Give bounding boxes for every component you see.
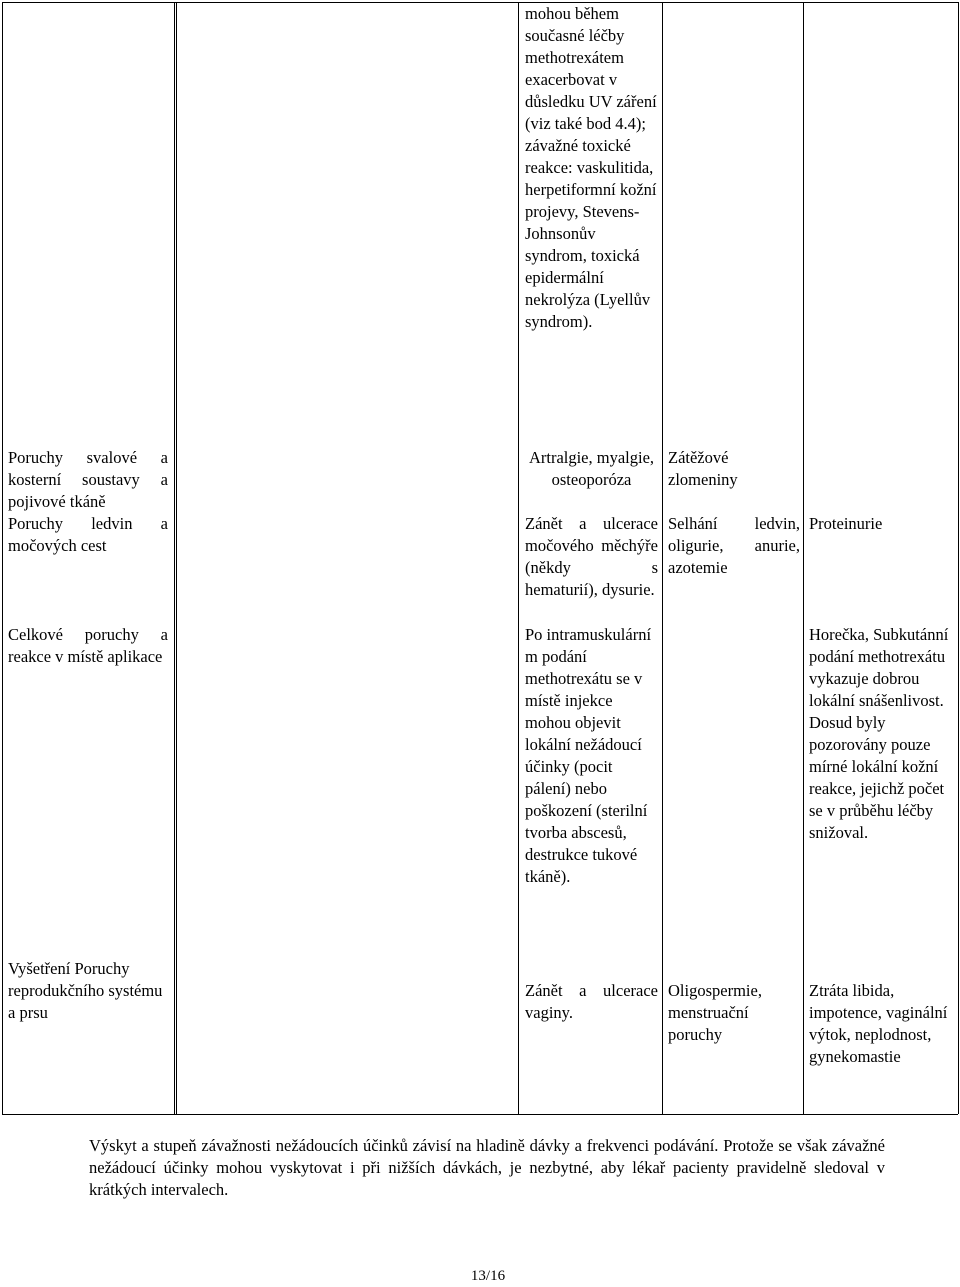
column-divider <box>174 2 175 1114</box>
column-divider <box>518 2 519 1114</box>
renal-common: Selhání ledvin, oligurie, anurie, azotemie <box>668 514 800 577</box>
table-border-bottom <box>2 1114 958 1115</box>
renal-unknown: Proteinurie <box>809 514 883 533</box>
reproductive-very-common: Zánět a ulcerace vaginy. <box>525 981 658 1022</box>
organ-class-general: Celkové poruchy a reakce v místě aplikace <box>8 625 168 666</box>
table-border-left <box>2 2 3 1114</box>
organ-class-reproductive: Vyšetření Poruchy reprodukčního systému a prsu <box>8 959 163 1022</box>
musculoskeletal-very-common: Artralgie, myalgie, osteoporóza <box>528 448 655 489</box>
table-border-right <box>958 2 959 1114</box>
continued-skin-effects-text: mohou během současné léčby methotrexátem exacerbovat v důsledku UV záření (viz také bod 4.4); závažné toxické reakce: vaskulitida, herpetiformní kožní projevy, Stevens-Johnsonův syndrom, toxická epidermální nekrolýza (Lyellův syndrom). <box>525 4 657 331</box>
table-border-top <box>2 2 958 3</box>
general-unknown: Horečka, Subkutánní podání methotrexátu vykazuje dobrou lokální snášenlivost. Dosud byly pozorovány pouze mírné lokální kožní reakce, jejichž počet se v průběhu léčby snižoval. <box>809 625 949 842</box>
musculoskeletal-common: Zátěžové zlomeniny <box>668 448 738 489</box>
footnote-paragraph: Výskyt a stupeň závažnosti nežádoucích účinků závisí na hladině dávky a frekvenci podávání. Protože se však závažné nežádoucí účinky mohou vyskytovat i při nižších dávkách, je nezbytné, aby lékař pacienty pravidelně sledoval v krátkých intervalech. <box>89 1136 885 1199</box>
reproductive-common: Oligospermie, menstruační poruchy <box>668 981 762 1044</box>
organ-class-renal: Poruchy ledvin a močových cest <box>8 514 168 555</box>
column-divider <box>176 2 177 1114</box>
column-divider <box>662 2 663 1114</box>
page-number: 13/16 <box>470 1268 506 1284</box>
reproductive-unknown: Ztráta libida, impotence, vaginální výtok, neplodnost, gynekomastie <box>809 981 948 1066</box>
column-divider <box>803 2 804 1114</box>
renal-very-common: Zánět a ulcerace močového měchýře (někdy s hematurií), dysurie. <box>525 514 658 599</box>
organ-class-musculoskeletal: Poruchy svalové a kosterní soustavy a pojivové tkáně <box>8 448 168 511</box>
general-very-common: Po intramuskulární m podání methotrexátu se v místě injekce mohou objevit lokální nežádoucí účinky (pocit pálení) nebo poškození (sterilní tvorba abscesů, destrukce tukové tkáně). <box>525 625 652 886</box>
